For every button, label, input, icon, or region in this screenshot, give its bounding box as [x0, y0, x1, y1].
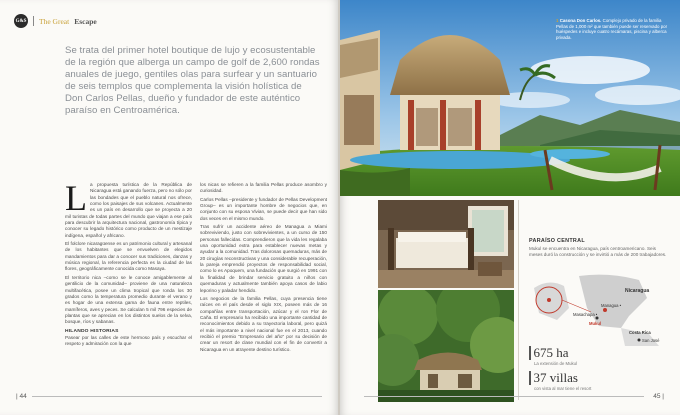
stat-row	[529, 346, 577, 360]
body-paragraph: Carlos Pellas –presidente y fundador de Pellas Development Group– es un importante hombre de negocios que, en conjunto con su esposa Vivian, se puede decir que han sido dos veces en el mismo mundo.	[200, 196, 327, 221]
body-paragraph: Los negocios de la familia Pellas, cuya presencia tiene raíces en el país desde el siglo XIX, poseen más de 16 compañías entre transportación, azúcar y el ron Flor de Caña. El empresario ha recibido una importante cantidad de reconocimientos debido a su trayectoria laboral, pero quizá el más importante a nivel nacional fue en el 2013, cuando recibió el premio "Empresario del año" por su decisión de crear un resort de clase mundial con el fin de convertir a Nicaragua en un atrayente destino turístico.	[200, 295, 327, 352]
stat-bar	[529, 346, 531, 360]
caption-text: Complejo privado de la familia Pellas de 1,000 m² que también puede ser reservado por huéspedes e incluye cuatro recámaras, piscina y alberca privada.	[556, 18, 668, 40]
body-paragraph: Tras sufrir un accidente aéreo de Managua a Miami sobreviviendo, justo con sobrevivientes, a un curso de 150 personas fallecidas. Comprendieron que la vida les regalaba una oportunidad extra para establecer nuevas metas y ayudar a la comunidad. Tras dolorosas quemaduras, más de 20 cirugías reconstructivas y una considerable recuperación, la pareja emprendió proyectos de responsabilidad social, como lo es Apoquem, una fundación que surgió en 1991 con la finalidad de brindar servicio gratuito a niños con quemaduras y actualmente también apoya casos de labio leporino y paladar hendido.	[200, 224, 327, 293]
page-number-right: 45 |	[653, 393, 664, 400]
dropcap: L	[65, 178, 87, 218]
map-label-city: Managua •	[601, 303, 622, 308]
map-label-city: San José	[642, 338, 660, 343]
magazine-logo-badge: G&S	[14, 14, 28, 28]
sidebar-title: PARAÍSO CENTRAL	[529, 238, 585, 244]
body-paragraph: El folclore nicaragüense es un patrimonio cultural y artesanal de los habitantes que se envuelven de elegidos mandamientos para dar a conocer sus tradiciones, danzas y música regional, la referencia perfecta es la ciudad de las flores, geográficamente conocida como Masaya.	[65, 241, 192, 272]
map-label-country: Costa Rica	[629, 330, 651, 335]
body-column-1	[65, 178, 192, 355]
body-paragraph: Pasear por las calles de este hermoso país y escuchar el respeto y admiración con la que	[65, 334, 192, 347]
section-header	[14, 14, 97, 28]
photo-divider	[518, 200, 519, 400]
left-page	[0, 0, 338, 415]
subheading: HILANDO HISTORIAS	[65, 328, 119, 334]
page-number-left: | 44	[16, 393, 27, 400]
body-paragraph: a propuesta turística de la República de Nicaragua está ganando fuerza, pero no sólo por las bondades que el pueblo natural nos ofrece, como los paisajes de sus volcanes. Actualmente es un país en desarrollo que se proyecta a 20 mil turistas de todas partes del mundo que viajan a ese país para descubrir la arquitectura nacional, gastronomía típica y conocer su legado histórico como producto de un mestizaje indígena, español y africano.	[65, 182, 192, 238]
body-paragraph: los nicas se refieren a la familia Pellas produce asombro y curiosidad.	[200, 182, 327, 194]
stat-block	[529, 346, 577, 366]
stat-value: 675 ha	[533, 345, 569, 360]
footer-rule	[364, 396, 644, 397]
stat-value: 37 villas	[533, 370, 578, 385]
right-page	[340, 0, 680, 415]
stat-row	[529, 371, 591, 385]
section-title-escape: Escape	[74, 16, 97, 26]
caption-number: 1	[556, 18, 559, 23]
stat-label: con vista al mar tiene el resort	[534, 386, 592, 391]
map-label-city: Masachapa •	[573, 312, 598, 317]
location-map	[529, 268, 669, 348]
caption-title: Casona Don Carlos.	[559, 18, 602, 23]
intro-paragraph: Se trata del primer hotel boutique de lujo y ecosustentable de la región que alberga un campo de golf de 2,600 rondas anuales de juego, gentiles olas para surfear y un santuario de seis templos que complementa la visión holística de Don Carlos Pellas, dueño y fundador de este auténtico paraíso en Centroamérica.	[65, 45, 320, 117]
sidebar-text: Mukul se encuentra en Nicaragua, país centroamericano. Seis meses duró la construcción y se invirtió a más de 200 trabajadores.	[529, 246, 667, 257]
map-label-country: Nicaragua	[625, 288, 650, 294]
bedroom-photo	[378, 200, 514, 288]
map-label-resort: Mukul	[589, 321, 602, 326]
jungle-villa-photo	[378, 290, 514, 402]
section-title-the: The Great	[39, 16, 70, 26]
sidebar-box	[529, 238, 669, 258]
hero-caption	[556, 18, 671, 40]
stat-block	[529, 371, 591, 391]
stat-label: La extensión de Mukul	[534, 361, 577, 366]
body-column-2	[200, 182, 327, 355]
stat-bar	[529, 371, 531, 385]
footer-rule	[32, 396, 322, 397]
body-paragraph: El territorio nica –como se le conoce amigablemente al gentilicio de la comunidad– proviene de una naturaleza multifacética, posee un clima tropical que ronda los 30 grados como la temperatura promedio durante el verano y es hogar de una extensa gama de fauna entre reptiles, mamíferos, aves y peces. Se calculan 5 mil 796 especies de plantas que se aprecian en los distintos suelos de la selva, bosque, ríos y sabanas.	[65, 274, 192, 325]
body-columns	[65, 178, 327, 355]
header-divider	[33, 16, 34, 26]
